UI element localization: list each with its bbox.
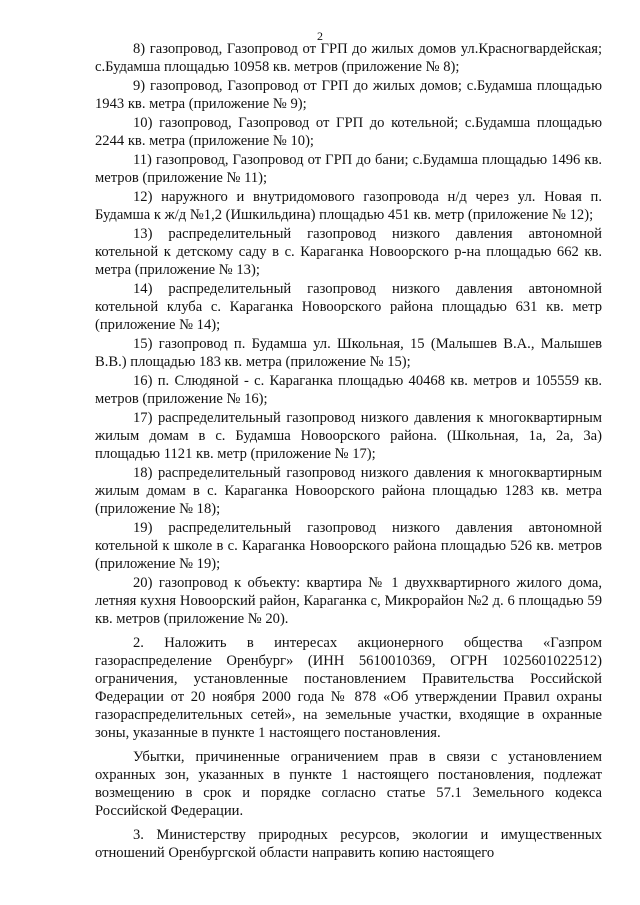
list-item-8: 8) газопровод, Газопровод от ГРП до жилых домов ул.Красногвардейская; с.Будамша площадью 10958 кв. метров (приложение № 8); [95,41,602,75]
list-item-16: 16) п. Слюдяной - с. Караганка площадью 40468 кв. метров и 105559 кв. метров (приложение № 16); [95,373,602,407]
list-item-10: 10) газопровод, Газопровод от ГРП до котельной; с.Будамша площадью 2244 кв. метра (приложение № 10); [95,115,602,149]
document-body [95,40,602,863]
list-item-19: 19) распределительный газопровод низкого давления автономной котельной к школе в с. Караганка Новоорского района площадью 526 кв. метров (приложение № 19); [95,520,602,572]
clause-2-losses: Убытки, причиненные ограничением прав в связи с установлением охранных зон, указанных в пункте 1 настоящего постановления, подлежат возмещению в срок и порядке согласно статье 57.1 Земельного кодекса Российской Федерации. [95,749,602,819]
list-item-14: 14) распределительный газопровод низкого давления автономной котельной клуба с. Караганка Новоорского района площадью 631 кв. метр (приложение № 14); [95,281,602,333]
list-item-20: 20) газопровод к объекту: квартира № 1 двухквартирного жилого дома, летняя кухня Новоорский район, Караганка с, Микрорайон №2 д. 6 площадью 59 кв. метров (приложение № 20). [95,575,602,627]
list-item-13: 13) распределительный газопровод низкого давления автономной котельной к детскому саду в с. Караганка Новоорского р-на площадью 662 кв. метра (приложение № 13); [95,226,602,278]
list-item-9: 9) газопровод, Газопровод от ГРП до жилых домов; с.Будамша площадью 1943 кв. метра (приложение № 9); [95,78,602,112]
page-number: 2 [317,29,323,43]
clause-3: 3. Министерству природных ресурсов, экологии и имущественных отношений Оренбургской области направить копию настоящего [95,827,602,861]
list-item-17: 17) распределительный газопровод низкого давления к многоквартирным жилым домам в с. Будамша Новоорского района. (Школьная, 1а, 2а, 3а) площадью 1121 кв. метр (приложение № 17); [95,410,602,462]
list-item-15: 15) газопровод п. Будамша ул. Школьная, 15 (Малышев В.А., Малышев В.В.) площадью 183 кв. метра (приложение № 15); [95,336,602,370]
list-item-11: 11) газопровод, Газопровод от ГРП до бани; с.Будамша площадью 1496 кв. метров (приложение № 11); [95,152,602,186]
clause-2: 2. Наложить в интересах акционерного общества «Газпром газораспределение Оренбург» (ИНН 5610010369, ОГРН 1025601022512) ограничения, установленные постановлением Правительства Российской Федерации от 20 ноября 2000 года № 878 «Об утверждении Правил охраны газораспределительных сетей», на земельные участки, входящие в охранные зоны, указанные в пункте 1 настоящего постановления. [95,635,602,741]
list-item-12: 12) наружного и внутридомового газопровода н/д через ул. Новая п. Будамша к ж/д №1,2 (Ишкильдина) площадью 451 кв. метр (приложение № 12); [95,189,602,223]
list-item-18: 18) распределительный газопровод низкого давления к многоквартирным жилым домам в с. Караганка Новоорского района площадью 1283 кв. метра (приложение № 18); [95,465,602,517]
